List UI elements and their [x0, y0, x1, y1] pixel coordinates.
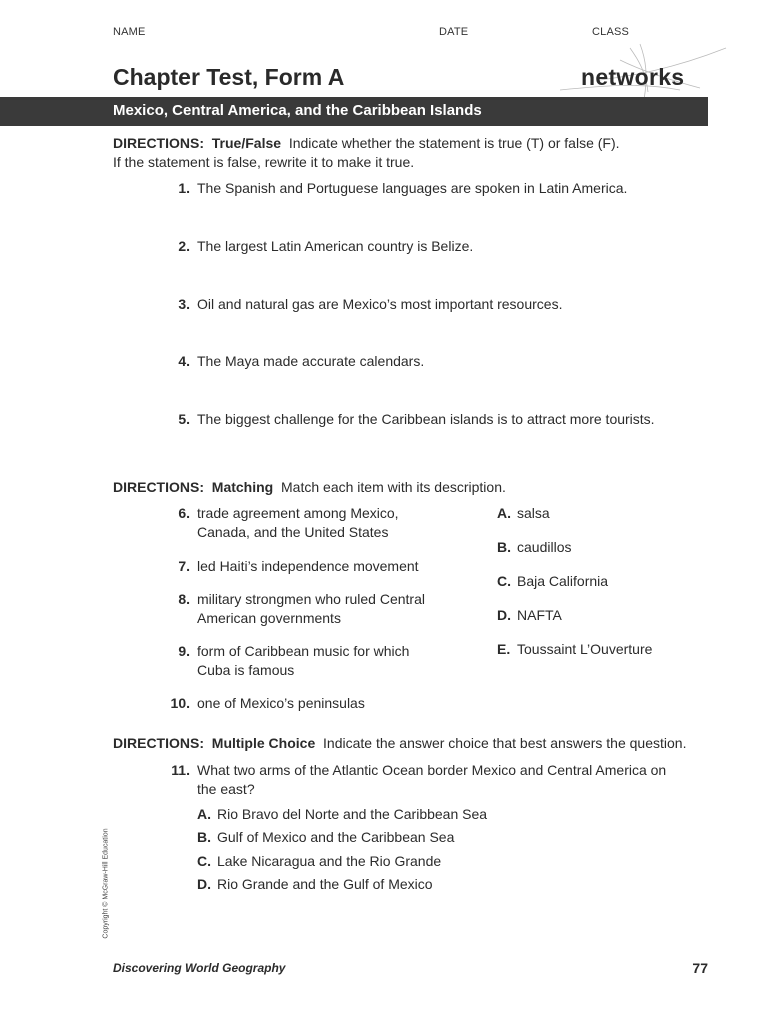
match-item-line1: trade agreement among Mexico,: [197, 505, 399, 521]
option-letter: E.: [497, 641, 511, 657]
answer-choice: [197, 828, 454, 847]
directions-text: Match each item with its description.: [281, 479, 506, 495]
answer-choice: [197, 852, 441, 871]
page-title: Chapter Test, Form A: [113, 64, 345, 90]
match-item-text: [197, 590, 477, 628]
question-line2: the east?: [197, 781, 255, 797]
directions-prefix: DIRECTIONS:: [113, 479, 204, 495]
match-item-number: 10.: [170, 695, 190, 711]
directions-prefix: DIRECTIONS:: [113, 735, 204, 751]
tf-item-text: The biggest challenge for the Caribbean islands is to attract more tourists.: [197, 411, 655, 427]
choice-text: Rio Grande and the Gulf of Mexico: [217, 876, 433, 892]
page-number: 77: [692, 960, 708, 976]
matching-directions: [113, 478, 703, 497]
tf-item-number: 2.: [178, 238, 190, 254]
choice-text: Rio Bravo del Norte and the Caribbean Sea: [217, 806, 488, 822]
tf-item-text: Oil and natural gas are Mexico’s most important resources.: [197, 296, 563, 312]
logo-text: networks: [581, 64, 685, 90]
match-item-number: 7.: [178, 558, 190, 574]
directions-text: Indicate the answer choice that best answers the question.: [323, 735, 687, 751]
option-text: caudillos: [517, 539, 572, 555]
match-item-text: one of Mexico’s peninsulas: [197, 695, 365, 711]
match-item-line1: form of Caribbean music for which: [197, 643, 410, 659]
answer-choice: [197, 805, 487, 824]
choice-letter: C.: [197, 853, 211, 869]
book-title: Discovering World Geography: [113, 961, 286, 975]
directions-line2: If the statement is false, rewrite it to make it true.: [113, 154, 415, 170]
choice-letter: A.: [197, 806, 211, 822]
match-item-number: 8.: [178, 591, 190, 607]
question-number: 11.: [171, 762, 190, 778]
option-text: Baja California: [517, 573, 609, 589]
directions-prefix: DIRECTIONS:: [113, 135, 204, 151]
name-label: NAME: [113, 26, 146, 38]
match-item-text: [197, 642, 477, 680]
directions-line1: Indicate whether the statement is true (T) or false (F).: [288, 135, 620, 151]
option-text: NAFTA: [517, 607, 562, 623]
option-text: Toussaint L’Ouverture: [517, 641, 653, 657]
match-option: [497, 538, 571, 557]
directions-type: True/False: [211, 135, 282, 151]
banner-title: Mexico, Central America, and the Caribbean Islands: [113, 102, 482, 119]
chapter-banner: [0, 97, 708, 126]
match-item-line2: American governments: [197, 610, 341, 626]
tf-item-text: The Spanish and Portuguese languages are spoken in Latin America.: [197, 180, 628, 196]
match-item-line1: military strongmen who ruled Central: [197, 591, 425, 607]
match-item-number: 6.: [178, 505, 190, 521]
match-item-text: led Haiti’s independence movement: [197, 558, 419, 574]
directions-type: Matching: [211, 479, 274, 495]
match-item-text: [197, 504, 477, 542]
match-item-line2: Cuba is famous: [197, 662, 295, 678]
match-item-number: 9.: [178, 643, 190, 659]
tf-item-number: 5.: [178, 411, 190, 427]
date-label: DATE: [439, 26, 469, 38]
tf-item-number: 1.: [178, 180, 190, 196]
choice-text: Lake Nicaragua and the Rio Grande: [217, 853, 442, 869]
match-option: [497, 606, 562, 625]
tf-item-number: 3.: [178, 296, 190, 312]
match-item-line2: Canada, and the United States: [197, 524, 389, 540]
match-option: [497, 572, 608, 591]
answer-choice: [197, 875, 433, 894]
choice-letter: D.: [197, 876, 211, 892]
match-option: [497, 640, 652, 659]
multiple-choice-directions: [113, 734, 713, 753]
tf-item-text: The largest Latin American country is Belize.: [197, 238, 474, 254]
question-text: [197, 761, 712, 799]
question-line1: What two arms of the Atlantic Ocean border Mexico and Central America on: [197, 762, 667, 778]
choice-text: Gulf of Mexico and the Caribbean Sea: [217, 829, 455, 845]
option-letter: B.: [497, 539, 511, 555]
copyright-notice: Copyright © McGraw-Hill Education: [102, 828, 110, 939]
option-letter: D.: [497, 607, 511, 623]
class-label: CLASS: [592, 26, 630, 38]
true-false-directions: [113, 134, 703, 172]
tf-item-number: 4.: [178, 353, 190, 369]
tf-item-text: The Maya made accurate calendars.: [197, 353, 425, 369]
directions-type: Multiple Choice: [211, 735, 316, 751]
choice-letter: B.: [197, 829, 211, 845]
option-text: salsa: [517, 505, 550, 521]
match-option: [497, 504, 550, 523]
option-letter: C.: [497, 573, 511, 589]
option-letter: A.: [497, 505, 511, 521]
